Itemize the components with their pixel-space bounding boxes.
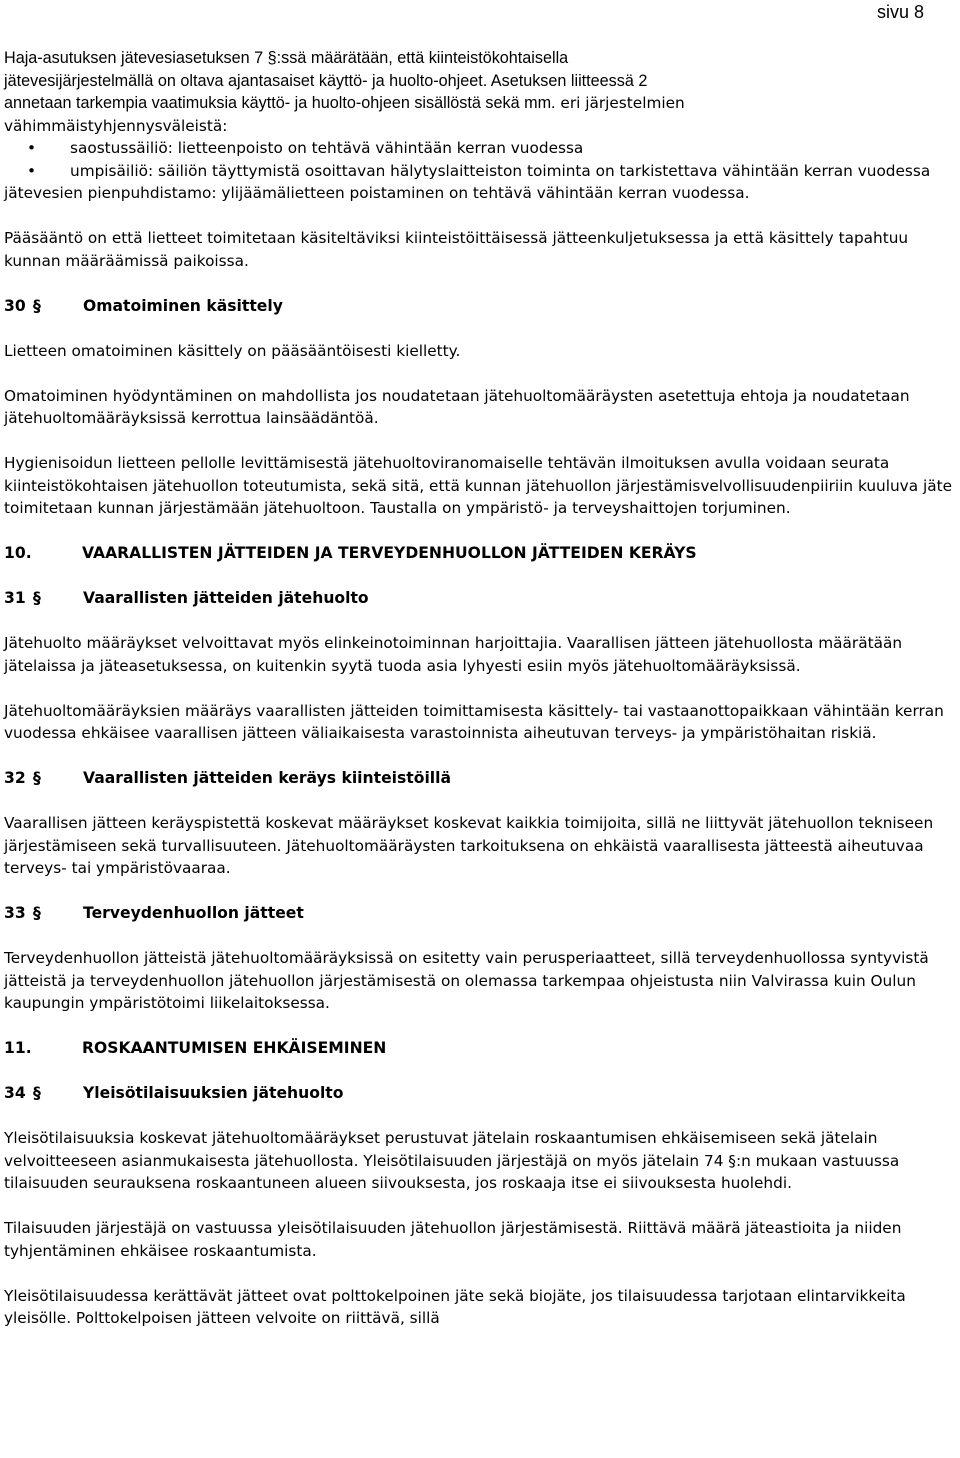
- section-heading-33: [4, 902, 958, 925]
- paragraph: Lietteen omatoiminen käsittely on pääsääntöisesti kielletty.: [4, 341, 461, 360]
- paragraph: Hygienisoidun lietteen pellolle levittämisestä jätehuoltoviranomaiselle tehtävän ilmoituksen avulla voidaan seurata kiinteistökohtaisen jätehuollon toteutumista, sekä sitä, että kunnan jätehuollon järjestämisvelvollisuudenpiiriin kuuluva jäte toimitetaan kunnan järjestämään jätehuoltoon. Taustalla on ympäristö- ja terveyshaittojen torjuminen.: [4, 454, 952, 517]
- chapter-title: VAARALLISTEN JÄTTEIDEN JA TERVEYDENHUOLLON JÄTTEIDEN KERÄYS: [82, 544, 697, 562]
- chapter-heading-11: [4, 1037, 958, 1060]
- list-item-text: saostussäiliö: lietteenpoisto on tehtävä vähintään kerran vuodessa: [70, 139, 584, 157]
- intro-line: vähimmäistyhjennysväleistä:: [4, 116, 228, 135]
- list-item: [4, 137, 958, 160]
- section-heading-30: [4, 295, 958, 318]
- section-sign: §: [33, 296, 41, 315]
- paragraph: Vaarallisen jätteen keräyspistettä koskevat määräykset koskevat kaikkia toimijoita, sillä ne liittyvät jätehuollon tekniseen järjestämiseen sekä turvallisuuteen. Jätehuoltomääräysten tarkoituksena on ehkäistä vaarallisesta jätteestä aiheutuvaa terveys- tai ympäristövaaraa.: [4, 814, 934, 877]
- section-number: 34: [4, 1084, 26, 1102]
- section-title: Vaarallisten jätteiden keräys kiinteistöillä: [83, 769, 451, 787]
- chapter-number: 10.: [4, 544, 32, 562]
- section-title: Yleisötilaisuuksien jätehuolto: [83, 1084, 344, 1102]
- section-sign: §: [33, 1084, 41, 1102]
- page-number: sivu 8: [876, 2, 924, 22]
- chapter-title: ROSKAANTUMISEN EHKÄISEMINEN: [82, 1039, 387, 1057]
- intro-block: [4, 47, 958, 205]
- section-heading-32: [4, 767, 958, 790]
- chapter-number: 11.: [4, 1039, 32, 1057]
- list-item-text: umpisäiliö: säiliön täyttymistä osoittavan hälytyslaitteiston toiminta on tarkistettava vähintään kerran vuodessa: [70, 161, 931, 180]
- list-item: [4, 160, 958, 183]
- section-number: 30: [4, 296, 26, 315]
- paragraph: Tilaisuuden järjestäjä on vastuussa yleisötilaisuuden jätehuollon järjestämisestä. Riittävä määrä jäteastioita ja niiden tyhjentäminen ehkäisee roskaantumista.: [4, 1219, 902, 1260]
- intro-line: Haja-asutuksen jätevesiasetuksen 7 §:ssä määrätään, että kiinteistökohtaisella: [4, 49, 569, 67]
- bullet-icon: •: [27, 161, 37, 180]
- document-body: [4, 47, 958, 1352]
- intro-line-sans: annetaan tarkempia vaatimuksia käyttö- ja huolto-ohjeen sisällöstä sekä mm.: [4, 94, 556, 112]
- paragraph: Omatoiminen hyödyntäminen on mahdollista jos noudatetaan jätehuoltomääräysten asetettuja ehtoja ja noudatetaan jätehuoltomääräyksissä kerrottua lainsäädäntöä.: [4, 386, 910, 427]
- intro-line: jätevesijärjestelmällä on oltava ajantasaiset käyttö- ja huolto-ohjeet. Asetuksen liitteessä 2: [4, 71, 648, 90]
- intro-line-rest: eri järjestelmien: [555, 94, 685, 112]
- paragraph: Yleisötilaisuuksia koskevat jätehuoltomääräykset perustuvat jätelain roskaantumisen ehkäisemiseen sekä jätelain velvoitteeseen asianmukaisesta jätehuollosta. Yleisötilaisuuden järjestäjä on myös jätelain 74 §:n mukaan vastuussa tilaisuuden seurauksena roskaantuneen alueen siivouksesta, jos roskaaja itse ei siivouksesta huolehdi.: [4, 1129, 900, 1192]
- section-number: 31: [4, 589, 26, 607]
- section-sign: §: [33, 904, 41, 922]
- section-title: Terveydenhuollon jätteet: [83, 904, 304, 922]
- section-heading-31: [4, 587, 958, 610]
- bullet-list: [4, 137, 958, 182]
- paragraph: Terveydenhuollon jätteistä jätehuoltomääräyksissä on esitetty vain perusperiaatteet, sillä terveydenhuollossa syntyvistä jätteistä ja terveydenhuollon jätehuollon järjestämisestä on olemassa tarkempaa ohjeistusta niin Valvirassa kuin Oulun kaupungin ympäristötoimi liikelaitoksessa.: [4, 949, 929, 1012]
- section-number: 32: [4, 769, 26, 787]
- section-number: 33: [4, 904, 26, 922]
- paragraph: Jätehuolto määräykset velvoittavat myös elinkeinotoiminnan harjoittajia. Vaarallisen jätteen jätehuollosta määrätään jätelaissa ja jäteasetuksessa, on kuitenkin syytä tuoda asia lyhyesti esiin myös jätehuoltomääräyksissä.: [4, 634, 903, 675]
- intro-line: [4, 92, 958, 115]
- section-sign: §: [33, 589, 41, 607]
- intro-closing-line: jätevesien pienpuhdistamo: ylijäämälietteen poistaminen on tehtävä vähintään kerran vuodessa.: [4, 184, 750, 202]
- bullet-icon: •: [27, 139, 37, 157]
- section-sign: §: [33, 769, 41, 787]
- paragraph: Yleisötilaisuudessa kerättävät jätteet ovat polttokelpoinen jäte sekä biojäte, jos tilaisuudessa tarjotaan elintarvikkeita yleisölle. Polttokelpoisen jätteen velvoite on riittävä, sillä: [4, 1286, 906, 1327]
- main-rule-paragraph: Pääsääntö on että lietteet toimitetaan käsiteltäviksi kiinteistöittäisessä jätteenkuljetuksessa ja että käsittely tapahtuu kunnan määräämissä paikoissa.: [4, 229, 909, 270]
- section-title: Omatoiminen käsittely: [83, 296, 283, 315]
- paragraph: Jätehuoltomääräyksien määräys vaarallisten jätteiden toimittamisesta käsittely- tai vastaanottopaikkaan vähintään kerran vuodessa ehkäisee vaarallisen jätteen väliaikaisesta varastoinnista aiheutuvan terveys- ja ympäristöhaitan riskiä.: [4, 701, 944, 742]
- section-heading-34: [4, 1082, 958, 1105]
- section-title: Vaarallisten jätteiden jätehuolto: [83, 589, 369, 607]
- chapter-heading-10: [4, 542, 958, 565]
